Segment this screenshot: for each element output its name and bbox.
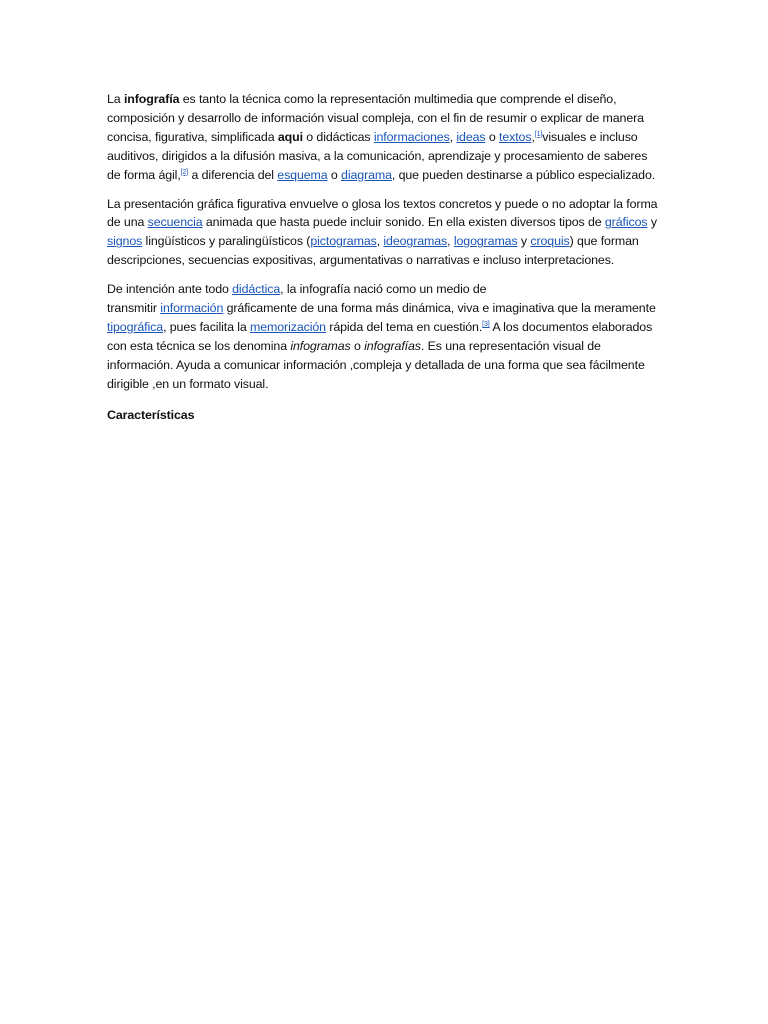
text: La presentación gráfica figurativa envuelve o glosa los textos concretos y puede o no adoptar la forma de una [107,196,658,230]
text: lingüísticos y paralingüísticos ( [142,234,311,249]
text: , la infografía nació como un medio de [280,282,487,297]
text: o [350,338,365,353]
italic-term-infografias: infografías [364,338,421,353]
link-didactica[interactable]: didáctica [232,282,281,297]
text: visuales e incluso auditivos, dirigidos a la difusión masiva, a la comunicación, aprendizaje y procesamiento de saberes de forma ágil, [107,129,648,182]
link-informaciones[interactable]: informaciones [373,129,450,144]
text: a diferencia del [188,167,278,182]
bold-term-infografia: infografía [123,92,180,106]
section-heading-caracteristicas: Características [107,407,195,422]
text: o didácticas [302,129,374,144]
link-signos[interactable]: signos [107,234,143,249]
link-croquis[interactable]: croquis [530,234,570,249]
document-body [107,90,663,435]
link-diagrama[interactable]: diagrama [341,167,392,182]
link-memorizacion[interactable]: memorización [250,319,326,334]
italic-term-infogramas: infogramas [290,338,351,353]
text: A los documentos elaborados con esta técnica se los denomina [107,319,653,353]
link-secuencia[interactable]: secuencia [147,215,203,230]
text: , [531,129,535,144]
paragraph-presentacion [107,195,663,271]
link-esquema[interactable]: esquema [277,167,328,182]
bold-term-aqui: aqui [277,129,303,144]
text: transmitir [107,301,161,316]
paragraph-intro [107,90,663,185]
text: animada que hasta puede incluir sonido. En ella existen diversos tipos de [202,215,605,230]
link-graficos[interactable]: gráficos [604,215,648,230]
link-tipografica[interactable]: tipográfica [107,319,164,334]
text: , pues facilita la [163,319,251,334]
text: De intención ante todo [107,282,233,297]
text: o [327,167,342,182]
footnote-link-2[interactable]: [2] [180,168,189,176]
paragraph-intencion [107,280,663,393]
text: , [447,234,454,249]
text: y [647,215,657,230]
text: . Es una representación visual de información. Ayuda a comunicar información ,compleja y detallada de una forma que sea fácilmente dirigible ,en un formato visual. [107,338,645,391]
footnote-link-3[interactable]: [3] [482,320,490,328]
link-logogramas[interactable]: logogramas [453,234,518,249]
text: rápida del tema en cuestión. [325,319,483,334]
text: o [485,129,499,144]
link-ideogramas[interactable]: ideogramas [383,234,448,249]
text: ) que forman descripciones, secuencias expositivas, argumentativas o narrativas e incluso interpretaciones. [107,234,639,268]
text: , [376,234,384,249]
link-pictogramas[interactable]: pictogramas [310,234,377,249]
text: , [449,129,457,144]
text: La [107,92,124,106]
link-textos[interactable]: textos [498,129,532,144]
text: gráficamente de una forma más dinámica, viva e imaginativa que la meramente [223,301,656,316]
text: es tanto la técnica como la representación multimedia que comprende el diseño, composición y desarrollo de información visual compleja, con el fin de resumir o explicar de manera concisa, figurativa, simplificada [107,92,644,144]
footnote-link-1[interactable]: [1] [534,130,543,138]
link-ideas[interactable]: ideas [456,129,486,144]
text: y [517,234,531,249]
text: , que pueden destinarse a público especializado. [391,167,656,182]
link-informacion[interactable]: información [160,301,224,316]
footnote-ref-3[interactable] [482,321,489,328]
